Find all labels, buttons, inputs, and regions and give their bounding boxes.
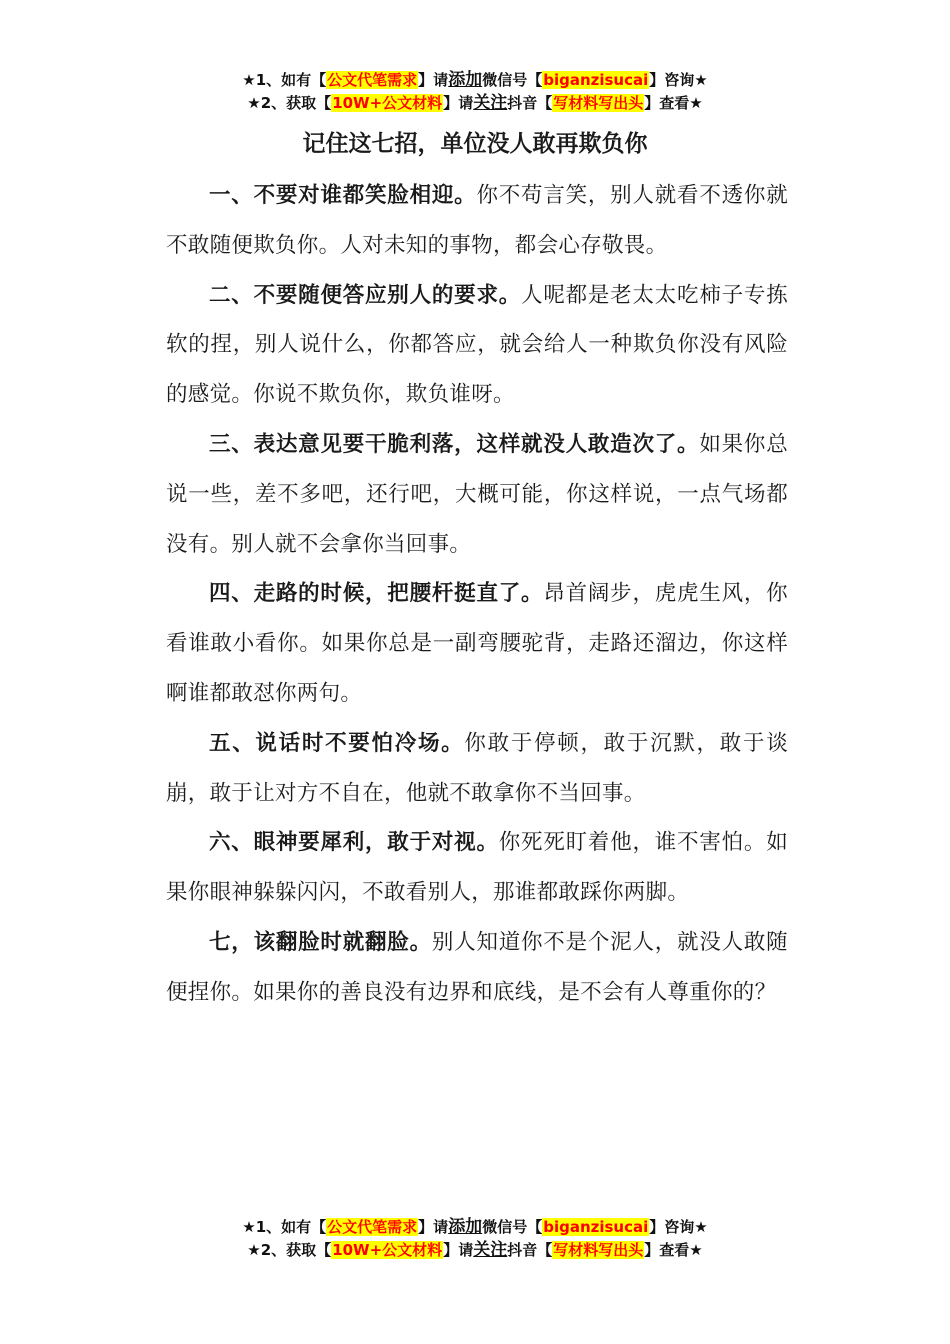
promo-text: ★2、获取【 <box>247 94 332 112</box>
promo-text: 】请 <box>443 94 474 112</box>
promo-text: 】请 <box>418 71 449 89</box>
paragraph-text: 人呢都是老太太吃柿子专拣软的捏，别人说什么，你都答应，就会给人一种欺负你没有风险的感觉。你说不欺负你，欺负谁呀。 <box>166 282 788 408</box>
promo-wechat-id: biganzisucai <box>543 1218 649 1236</box>
paragraph-4 <box>166 569 788 718</box>
paragraph-7 <box>166 918 788 1018</box>
paragraph-lead: 六、眼神要犀利，敢于对视。 <box>209 830 499 856</box>
header-promo-banner <box>0 69 950 115</box>
paragraph-lead: 四、走路的时候，把腰杆挺直了。 <box>209 581 544 607</box>
paragraph-lead: 五、说话时不要怕冷场。 <box>209 730 465 756</box>
paragraph-text: 别人知道你不是个泥人，就没人敢随便捏你。如果你的善良没有边界和底线，是不会有人尊重你的？ <box>166 929 788 1005</box>
promo-highlight: 10W+公文材料 <box>332 1241 443 1259</box>
promo-highlight: 公文代笔需求 <box>327 1218 418 1236</box>
promo-text: ★2、获取【 <box>247 1241 332 1259</box>
promo-text: 微信号【 <box>482 1218 543 1236</box>
paragraph-5 <box>166 719 788 819</box>
document-title: 记住这七招，单位没人敢再欺负你 <box>302 131 648 157</box>
paragraph-lead: 二、不要随便答应别人的要求。 <box>209 282 522 308</box>
paragraph-3 <box>166 420 788 569</box>
promo-text: 抖音【 <box>507 94 553 112</box>
promo-text: ★1、如有【 <box>242 1218 327 1236</box>
promo-douyin-id: 写材料写出头 <box>553 1241 644 1259</box>
promo-emphasis: 添加 <box>448 1217 483 1237</box>
promo-text: 】咨询★ <box>649 71 708 89</box>
paragraph-6 <box>166 818 788 918</box>
promo-line-2 <box>0 92 950 115</box>
paragraph-lead: 一、不要对谁都笑脸相迎。 <box>209 183 477 208</box>
promo-line-2 <box>0 1239 950 1262</box>
paragraph-text: 你敢于停顿，敢于沉默，敢于谈崩，敢于让对方不自在，他就不敢拿你不当回事。 <box>166 730 789 806</box>
footer-promo-banner <box>0 1216 950 1262</box>
promo-douyin-id: 写材料写出头 <box>553 94 644 112</box>
promo-text: 】请 <box>443 1241 474 1259</box>
paragraph-text: 昂首阔步，虎虎生风，你看谁敢小看你。如果你总是一副弯腰驼背，走路还溜边，你这样啊谁都敢怼你两句。 <box>166 581 788 706</box>
paragraph-lead: 七，该翻脸时就翻脸。 <box>209 929 432 955</box>
paragraph-text: 你死死盯着他，谁不害怕。如果你眼神躲躲闪闪，不敢看别人，那谁都敢踩你两脚。 <box>166 830 789 906</box>
promo-highlight: 公文代笔需求 <box>327 71 418 89</box>
promo-emphasis: 添加 <box>448 70 483 90</box>
promo-text: 】请 <box>418 1218 449 1236</box>
promo-emphasis: 关注 <box>473 1240 508 1260</box>
document-body <box>166 171 788 1018</box>
promo-text: 】查看★ <box>644 94 703 112</box>
promo-text: 】咨询★ <box>649 1218 708 1236</box>
promo-line-1 <box>0 69 950 92</box>
promo-wechat-id: biganzisucai <box>543 71 649 89</box>
promo-text: 】查看★ <box>644 1241 703 1259</box>
promo-highlight: 10W+公文材料 <box>332 94 443 112</box>
paragraph-text: 你不苟言笑，别人就看不透你就不敢随便欺负你。人对未知的事物，都会心存敬畏。 <box>166 183 788 258</box>
paragraph-2 <box>166 271 788 420</box>
promo-text: ★1、如有【 <box>242 71 327 89</box>
promo-text: 抖音【 <box>507 1241 553 1259</box>
promo-emphasis: 关注 <box>473 93 508 113</box>
paragraph-1 <box>166 171 788 271</box>
promo-text: 微信号【 <box>482 71 543 89</box>
promo-line-1 <box>0 1216 950 1239</box>
paragraph-text: 如果你总说一些，差不多吧，还行吧，大概可能，你这样说，一点气场都没有。别人就不会拿你当回事。 <box>166 431 788 557</box>
paragraph-lead: 三、表达意见要干脆利落，这样就没人敢造次了。 <box>209 431 700 457</box>
